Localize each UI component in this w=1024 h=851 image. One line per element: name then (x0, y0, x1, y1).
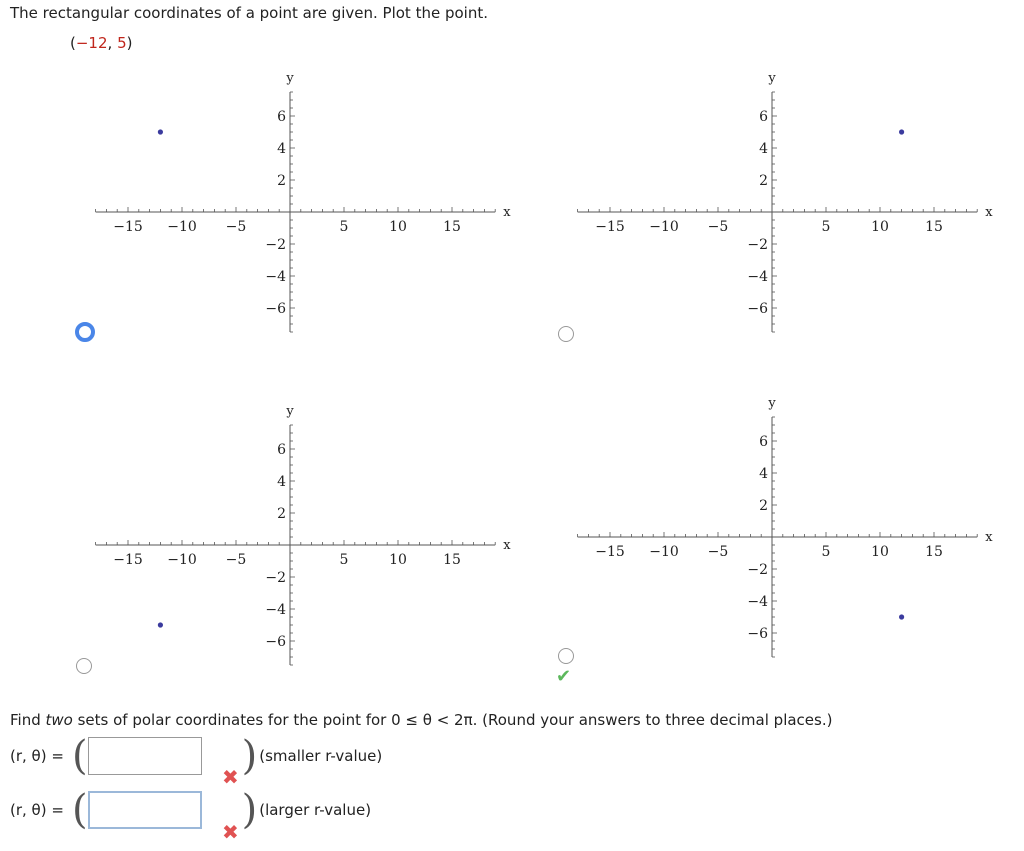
y-tick-label: 2 (277, 506, 286, 522)
y-tick-label: 2 (759, 173, 768, 189)
plot-b-svg (572, 62, 992, 352)
answer-row-2 (10, 787, 372, 833)
plot-option-a (90, 62, 510, 352)
prompt-text: The rectangular coordinates of a point are given. Plot the point. (10, 4, 488, 22)
plot-d-svg (572, 387, 992, 677)
x-tick-label: −5 (225, 219, 247, 235)
x-axis-label: x (985, 530, 993, 545)
plot-option-c (90, 395, 510, 685)
plotted-point (158, 622, 163, 627)
x-tick-label: 5 (339, 219, 349, 235)
answer-1-label: (r, θ) = (10, 747, 64, 765)
wrong-x-icon: ✖ (222, 765, 239, 789)
x-tick-label: 15 (443, 219, 461, 235)
x-tick-label: −10 (167, 552, 197, 568)
y-tick-label: 6 (277, 442, 286, 458)
x-tick-label: −15 (595, 544, 625, 560)
x-tick-label: −15 (595, 219, 625, 235)
y-tick-label: −4 (747, 594, 768, 610)
x-tick-label: −5 (225, 552, 247, 568)
y-axis-label: y (768, 396, 776, 411)
x-tick-label: −5 (707, 544, 729, 560)
answer-2-label: (r, θ) = (10, 801, 64, 819)
x-tick-label: −5 (707, 219, 729, 235)
x-tick-label: 15 (925, 544, 943, 560)
x-tick-label: 10 (871, 544, 889, 560)
axes (96, 71, 512, 332)
x-tick-label: 10 (389, 552, 407, 568)
answer-2-input[interactable] (88, 791, 202, 829)
x-tick-label: 5 (821, 544, 831, 560)
plot-option-b (572, 62, 992, 352)
y-tick-label: 6 (759, 109, 768, 125)
answer-1-note: (smaller r-value) (259, 747, 383, 765)
y-tick-label: 6 (759, 434, 768, 450)
x-tick-label: 5 (821, 219, 831, 235)
y-tick-label: 4 (759, 141, 768, 157)
answer-1-input[interactable] (88, 737, 202, 775)
x-tick-label: −10 (649, 219, 679, 235)
open-paren: ( (72, 733, 88, 779)
y-tick-label: 4 (759, 466, 768, 482)
y-tick-label: −2 (265, 237, 286, 253)
radio-option-c[interactable] (76, 658, 92, 674)
x-tick-label: 5 (339, 552, 349, 568)
x-tick-label: −15 (113, 219, 143, 235)
plotted-point (158, 129, 163, 134)
x-tick-label: 10 (871, 219, 889, 235)
y-axis-label: y (286, 71, 294, 86)
close-paren: ) (241, 733, 258, 779)
y-axis-label: y (286, 404, 294, 419)
y-tick-label: 2 (759, 498, 768, 514)
radio-option-b[interactable] (558, 326, 574, 342)
y-tick-label: −6 (747, 301, 768, 317)
y-tick-label: 4 (277, 141, 286, 157)
x-tick-label: 15 (443, 552, 461, 568)
y-tick-label: −2 (747, 562, 768, 578)
x-tick-label: −10 (649, 544, 679, 560)
polar-question: Find two sets of polar coordinates for the point for 0 ≤ θ < 2π. (Round your answers to three decimal places.) (10, 711, 833, 729)
x-tick-label: 10 (389, 219, 407, 235)
answer-row-1 (10, 733, 383, 779)
radio-option-a[interactable] (75, 322, 95, 342)
y-tick-label: 6 (277, 109, 286, 125)
y-tick-label: 4 (277, 474, 286, 490)
plotted-point (899, 614, 904, 619)
correct-check-icon: ✔ (556, 666, 572, 687)
plot-a-svg (90, 62, 510, 352)
axes (578, 71, 994, 332)
y-tick-label: 2 (277, 173, 286, 189)
y-tick-label: −2 (747, 237, 768, 253)
axes (578, 396, 994, 657)
x-axis-label: x (503, 538, 511, 553)
x-axis-label: x (985, 205, 993, 220)
x-axis-label: x (503, 205, 511, 220)
given-coordinates: (−12, 5) (70, 34, 133, 52)
plot-c-svg (90, 395, 510, 685)
x-tick-label: −15 (113, 552, 143, 568)
x-tick-label: −10 (167, 219, 197, 235)
wrong-x-icon: ✖ (222, 820, 239, 844)
y-tick-label: −6 (265, 634, 286, 650)
close-paren: ) (241, 787, 258, 833)
y-tick-label: −6 (747, 626, 768, 642)
answer-2-note: (larger r-value) (259, 801, 372, 819)
y-tick-label: −4 (265, 269, 286, 285)
y-tick-label: −4 (747, 269, 768, 285)
axes (96, 404, 512, 665)
y-tick-label: −2 (265, 570, 286, 586)
y-tick-label: −4 (265, 602, 286, 618)
plotted-point (899, 129, 904, 134)
y-tick-label: −6 (265, 301, 286, 317)
y-axis-label: y (768, 71, 776, 86)
x-tick-label: 15 (925, 219, 943, 235)
radio-option-d[interactable] (558, 648, 574, 664)
open-paren: ( (72, 787, 88, 833)
plot-option-d (572, 387, 992, 677)
